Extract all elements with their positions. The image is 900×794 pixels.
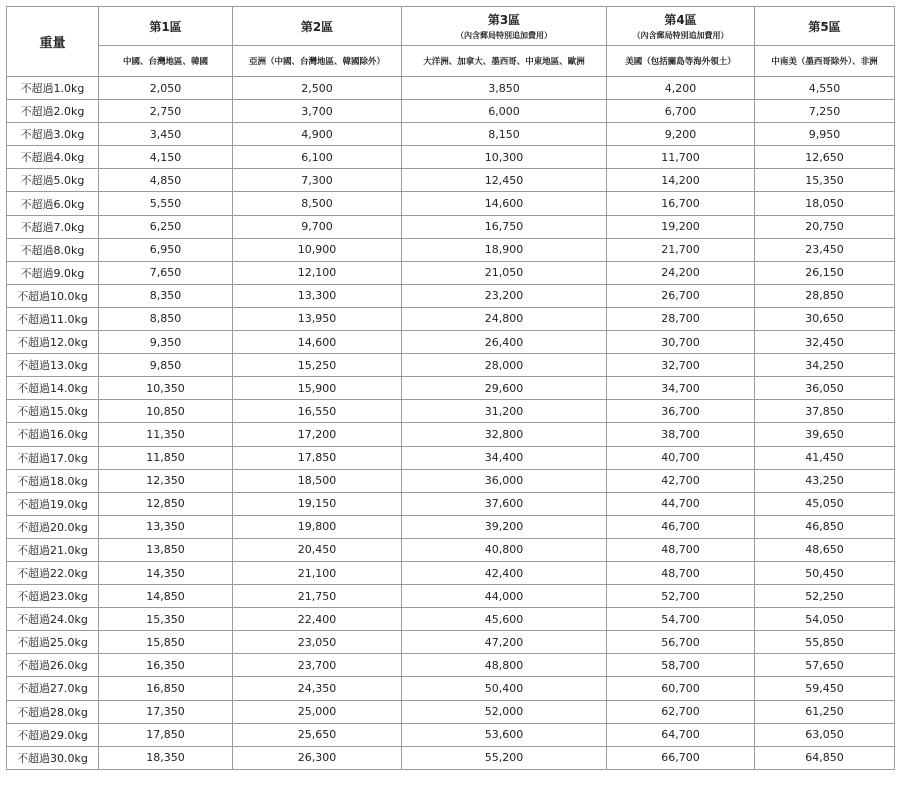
zone-4-price-cell: 11,700 [607,146,755,169]
table-row [7,146,895,169]
zone-4-price-cell: 42,700 [607,469,755,492]
table-row [7,446,895,469]
weight-cell: 不超過21.0kg [7,538,99,561]
zone-4-price-cell: 6,700 [607,100,755,123]
weight-cell: 不超過8.0kg [7,238,99,261]
zone-5-price-cell: 37,850 [755,400,895,423]
table-body [7,77,895,770]
zone-1-price-cell: 16,850 [99,677,233,700]
weight-cell: 不超過17.0kg [7,446,99,469]
zone-1-price-cell: 15,850 [99,631,233,654]
weight-cell: 不超過2.0kg [7,100,99,123]
weight-cell: 不超過19.0kg [7,492,99,515]
zone-5-price-cell: 52,250 [755,585,895,608]
zone-5-name: 第5區 [808,19,841,34]
weight-cell: 不超過4.0kg [7,146,99,169]
zone-1-price-cell: 4,150 [99,146,233,169]
zone-1-price-cell: 18,350 [99,746,233,769]
weight-cell: 不超過6.0kg [7,192,99,215]
zone-5-price-cell: 28,850 [755,284,895,307]
zone-5-price-cell: 34,250 [755,354,895,377]
table-row [7,100,895,123]
zone-2-price-cell: 21,750 [233,585,402,608]
zone-5-price-cell: 26,150 [755,261,895,284]
weight-cell: 不超過3.0kg [7,123,99,146]
zone-4-price-cell: 26,700 [607,284,755,307]
shipping-rate-table [6,6,895,770]
zone-3-price-cell: 16,750 [402,215,607,238]
zone-3-price-cell: 45,600 [402,608,607,631]
zone-1-price-cell: 9,850 [99,354,233,377]
zone-1-price-cell: 13,350 [99,515,233,538]
zone-5-price-cell: 41,450 [755,446,895,469]
zone-1-price-cell: 8,350 [99,284,233,307]
zone-4-price-cell: 14,200 [607,169,755,192]
zone-3-price-cell: 50,400 [402,677,607,700]
zone-4-price-cell: 36,700 [607,400,755,423]
zone-3-price-cell: 3,850 [402,77,607,100]
zone-3-price-cell: 12,450 [402,169,607,192]
zone-2-price-cell: 10,900 [233,238,402,261]
zone-4-price-cell: 66,700 [607,746,755,769]
zone-5-price-cell: 20,750 [755,215,895,238]
zone-3-price-cell: 40,800 [402,538,607,561]
weight-cell: 不超過14.0kg [7,377,99,400]
weight-cell: 不超過12.0kg [7,331,99,354]
zone-3-price-cell: 52,000 [402,700,607,723]
zone-1-price-cell: 3,450 [99,123,233,146]
table-row [7,77,895,100]
zone-1-price-cell: 10,850 [99,400,233,423]
weight-cell: 不超過26.0kg [7,654,99,677]
weight-cell: 不超過9.0kg [7,261,99,284]
zone-2-price-cell: 19,800 [233,515,402,538]
table-row [7,654,895,677]
zone-4-price-cell: 54,700 [607,608,755,631]
zone-5-price-cell: 9,950 [755,123,895,146]
weight-cell: 不超過22.0kg [7,561,99,584]
table-row [7,538,895,561]
zone-5-price-cell: 57,650 [755,654,895,677]
zone-4-price-cell: 4,200 [607,77,755,100]
zone-2-price-cell: 4,900 [233,123,402,146]
table-row [7,492,895,515]
zone-4-name: 第4區 [664,13,697,27]
zone-5-price-cell: 46,850 [755,515,895,538]
zone-2-price-cell: 23,050 [233,631,402,654]
zone-2-price-cell: 13,300 [233,284,402,307]
zone-5-price-cell: 43,250 [755,469,895,492]
zone-3-name: 第3區 [487,13,521,27]
zone-4-price-cell: 58,700 [607,654,755,677]
weight-cell: 不超過1.0kg [7,77,99,100]
table-row [7,307,895,330]
zone-2-region: 亞洲（中國、台灣地區、韓國除外） [233,46,402,77]
zone-3-price-cell: 24,800 [402,307,607,330]
zone-3-price-cell: 37,600 [402,492,607,515]
zone-3-note: （內含郵局特別追加費用） [456,31,552,40]
weight-cell: 不超過20.0kg [7,515,99,538]
zone-1-price-cell: 11,350 [99,423,233,446]
zone-5-price-cell: 15,350 [755,169,895,192]
table-row [7,215,895,238]
zone-2-price-cell: 25,650 [233,723,402,746]
zone-1-price-cell: 6,950 [99,238,233,261]
zone-4-note: （內含郵局特別追加費用） [632,31,729,40]
table-row [7,169,895,192]
weight-cell: 不超過25.0kg [7,631,99,654]
zone-2-price-cell: 17,200 [233,423,402,446]
zone-2-price-cell: 25,000 [233,700,402,723]
zone-2-price-cell: 19,150 [233,492,402,515]
zone-3-price-cell: 36,000 [402,469,607,492]
zone-3-price-cell: 21,050 [402,261,607,284]
weight-cell: 不超過10.0kg [7,284,99,307]
zone-4-price-cell: 21,700 [607,238,755,261]
table-row [7,677,895,700]
weight-cell: 不超過24.0kg [7,608,99,631]
zone-2-name: 第2區 [300,19,334,34]
zone-5-price-cell: 4,550 [755,77,895,100]
zone-3-price-cell: 47,200 [402,631,607,654]
table-row [7,746,895,769]
zone-5-price-cell: 59,450 [755,677,895,700]
zone-3-price-cell: 18,900 [402,238,607,261]
weight-cell: 不超過23.0kg [7,585,99,608]
zone-header-row [7,7,895,46]
zone-3-price-cell: 55,200 [402,746,607,769]
zone-5-price-cell: 32,450 [755,331,895,354]
zone-4-price-cell: 60,700 [607,677,755,700]
zone-4-price-cell: 48,700 [607,538,755,561]
weight-cell: 不超過18.0kg [7,469,99,492]
zone-2-price-cell: 23,700 [233,654,402,677]
weight-cell: 不超過5.0kg [7,169,99,192]
zone-5-price-cell: 39,650 [755,423,895,446]
zone-5-price-cell: 55,850 [755,631,895,654]
zone-2-price-cell: 8,500 [233,192,402,215]
zone-2-price-cell: 16,550 [233,400,402,423]
zone-1-price-cell: 9,350 [99,331,233,354]
table-row [7,631,895,654]
zone-4-price-cell: 9,200 [607,123,755,146]
zone-1-price-cell: 12,850 [99,492,233,515]
zone-5-price-cell: 64,850 [755,746,895,769]
zone-3-header [402,7,607,46]
zone-5-price-cell: 61,250 [755,700,895,723]
table-row [7,238,895,261]
zone-4-price-cell: 24,200 [607,261,755,284]
table-row [7,608,895,631]
zone-4-header [607,7,755,46]
zone-2-price-cell: 26,300 [233,746,402,769]
zone-2-price-cell: 18,500 [233,469,402,492]
weight-cell: 不超過11.0kg [7,307,99,330]
weight-cell: 不超過30.0kg [7,746,99,769]
zone-2-price-cell: 21,100 [233,561,402,584]
zone-3-price-cell: 53,600 [402,723,607,746]
zone-3-price-cell: 6,000 [402,100,607,123]
zone-4-price-cell: 56,700 [607,631,755,654]
zone-5-header [755,7,895,46]
weight-column-header: 重量 [7,7,99,77]
zone-4-region: 美國（包括關島等海外領土） [607,46,755,77]
zone-4-price-cell: 52,700 [607,585,755,608]
table-row [7,284,895,307]
zone-2-price-cell: 20,450 [233,538,402,561]
zone-1-price-cell: 4,850 [99,169,233,192]
zone-1-region: 中國、台灣地區、韓國 [99,46,233,77]
zone-5-price-cell: 18,050 [755,192,895,215]
zone-3-price-cell: 42,400 [402,561,607,584]
weight-cell: 不超過7.0kg [7,215,99,238]
zone-1-price-cell: 2,050 [99,77,233,100]
zone-2-price-cell: 15,250 [233,354,402,377]
weight-cell: 不超過16.0kg [7,423,99,446]
region-header-row [7,46,895,77]
zone-1-price-cell: 5,550 [99,192,233,215]
table-row [7,123,895,146]
zone-3-price-cell: 44,000 [402,585,607,608]
zone-1-price-cell: 12,350 [99,469,233,492]
weight-cell: 不超過28.0kg [7,700,99,723]
zone-2-price-cell: 6,100 [233,146,402,169]
zone-5-region: 中南美（墨西哥除外）、非洲 [755,46,895,77]
zone-1-name: 第1區 [149,19,182,34]
zone-5-price-cell: 7,250 [755,100,895,123]
zone-5-price-cell: 30,650 [755,307,895,330]
zone-4-price-cell: 64,700 [607,723,755,746]
table-row [7,331,895,354]
zone-1-price-cell: 17,350 [99,700,233,723]
zone-1-price-cell: 15,350 [99,608,233,631]
zone-1-header [99,7,233,46]
zone-5-price-cell: 23,450 [755,238,895,261]
zone-1-price-cell: 2,750 [99,100,233,123]
zone-1-price-cell: 6,250 [99,215,233,238]
table-row [7,423,895,446]
zone-3-price-cell: 39,200 [402,515,607,538]
zone-2-price-cell: 2,500 [233,77,402,100]
zone-2-price-cell: 14,600 [233,331,402,354]
zone-5-price-cell: 63,050 [755,723,895,746]
zone-2-price-cell: 22,400 [233,608,402,631]
weight-cell: 不超過15.0kg [7,400,99,423]
zone-1-price-cell: 8,850 [99,307,233,330]
zone-2-header [233,7,402,46]
table-row [7,585,895,608]
zone-1-price-cell: 16,350 [99,654,233,677]
weight-cell: 不超過29.0kg [7,723,99,746]
zone-4-price-cell: 16,700 [607,192,755,215]
zone-4-price-cell: 44,700 [607,492,755,515]
zone-3-price-cell: 28,000 [402,354,607,377]
zone-2-price-cell: 13,950 [233,307,402,330]
zone-5-price-cell: 36,050 [755,377,895,400]
zone-1-price-cell: 11,850 [99,446,233,469]
zone-4-price-cell: 30,700 [607,331,755,354]
table-row [7,400,895,423]
zone-2-price-cell: 7,300 [233,169,402,192]
zone-1-price-cell: 14,850 [99,585,233,608]
zone-2-price-cell: 3,700 [233,100,402,123]
table-row [7,700,895,723]
zone-2-price-cell: 15,900 [233,377,402,400]
zone-2-price-cell: 17,850 [233,446,402,469]
zone-1-price-cell: 17,850 [99,723,233,746]
zone-4-price-cell: 40,700 [607,446,755,469]
zone-5-price-cell: 45,050 [755,492,895,515]
zone-3-price-cell: 10,300 [402,146,607,169]
zone-1-price-cell: 13,850 [99,538,233,561]
table-row [7,469,895,492]
zone-3-price-cell: 26,400 [402,331,607,354]
table-header [7,7,895,77]
zone-5-price-cell: 12,650 [755,146,895,169]
zone-5-price-cell: 48,650 [755,538,895,561]
zone-3-price-cell: 34,400 [402,446,607,469]
zone-3-price-cell: 14,600 [402,192,607,215]
zone-3-price-cell: 8,150 [402,123,607,146]
zone-4-price-cell: 32,700 [607,354,755,377]
zone-2-price-cell: 12,100 [233,261,402,284]
zone-1-price-cell: 7,650 [99,261,233,284]
table-row [7,261,895,284]
zone-2-price-cell: 24,350 [233,677,402,700]
table-row [7,192,895,215]
zone-3-price-cell: 48,800 [402,654,607,677]
table-row [7,723,895,746]
zone-4-price-cell: 46,700 [607,515,755,538]
zone-4-price-cell: 19,200 [607,215,755,238]
table-row [7,561,895,584]
table-row [7,515,895,538]
zone-4-price-cell: 62,700 [607,700,755,723]
zone-3-region: 大洋洲、加拿大、墨西哥、中東地區、歐洲 [402,46,607,77]
zone-3-price-cell: 29,600 [402,377,607,400]
zone-5-price-cell: 50,450 [755,561,895,584]
zone-4-price-cell: 28,700 [607,307,755,330]
zone-2-price-cell: 9,700 [233,215,402,238]
table-row [7,377,895,400]
zone-4-price-cell: 34,700 [607,377,755,400]
zone-4-price-cell: 38,700 [607,423,755,446]
zone-3-price-cell: 32,800 [402,423,607,446]
zone-4-price-cell: 48,700 [607,561,755,584]
zone-3-price-cell: 31,200 [402,400,607,423]
weight-cell: 不超過13.0kg [7,354,99,377]
zone-1-price-cell: 14,350 [99,561,233,584]
weight-cell: 不超過27.0kg [7,677,99,700]
zone-1-price-cell: 10,350 [99,377,233,400]
zone-5-price-cell: 54,050 [755,608,895,631]
zone-3-price-cell: 23,200 [402,284,607,307]
table-row [7,354,895,377]
